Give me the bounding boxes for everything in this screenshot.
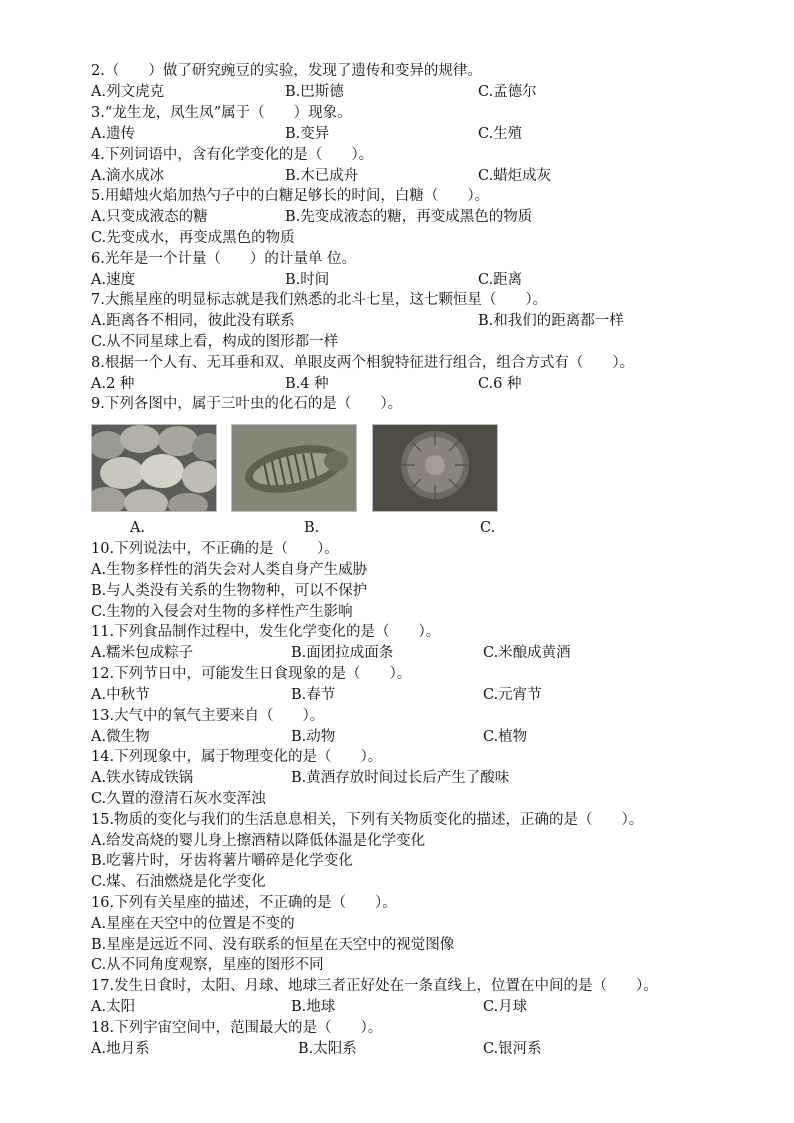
question-2-option-c: C.孟德尔 xyxy=(478,84,537,100)
question-2-stem: 2.（ ）做了研究豌豆的实验，发现了遗传和变异的规律。 xyxy=(91,63,482,79)
question-10-option-c: C.生物的入侵会对生物的多样性产生影响 xyxy=(91,604,353,620)
question-5-option-b: B.先变成液态的糖，再变成黑色的物质 xyxy=(285,209,533,225)
question-6-option-a: A.速度 xyxy=(91,272,136,288)
question-15-option-c: C.煤、石油燃烧是化学变化 xyxy=(91,874,266,890)
question-7-option-b: B.和我们的距离都一样 xyxy=(478,313,624,329)
question-4-option-b: B.木已成舟 xyxy=(285,168,359,184)
question-6-option-b: B.时间 xyxy=(285,272,330,288)
question-16-option-c: C.从不同角度观察，星座的图形不同 xyxy=(91,957,324,973)
question-14-option-c: C.久置的澄清石灰水变浑浊 xyxy=(91,791,266,807)
question-11-option-c: C.米酿成黄酒 xyxy=(483,645,571,661)
question-7-option-a: A.距离各不相同，彼此没有联系 xyxy=(91,313,295,329)
question-5-stem: 5.用蜡烛火焰加热勺子中的白糖足够长的时间，白糖（ ）。 xyxy=(91,188,490,204)
question-11-option-b: B.面团拉成面条 xyxy=(291,645,394,661)
question-17-option-a: A.太阳 xyxy=(91,999,136,1015)
question-16-option-b: B.星座是远近不同、没有联系的恒星在天空中的视觉图像 xyxy=(91,937,455,953)
question-15-stem: 15.物质的变化与我们的生活息息相关，下列有关物质变化的描述，正确的是（ ）。 xyxy=(91,812,644,828)
question-11-option-a: A.糯米包成粽子 xyxy=(91,645,194,661)
question-14-option-b: B.黄酒存放时间过长后产生了酸味 xyxy=(291,770,510,786)
question-12-option-c: C.元宵节 xyxy=(483,687,542,703)
question-12-option-a: A.中秋节 xyxy=(91,687,150,703)
trilobite-fossil-photo xyxy=(231,424,357,512)
question-14-option-a: A.铁水铸成铁锅 xyxy=(91,770,194,786)
question-17-stem: 17.发生日食时，太阳、月球、地球三者正好处在一条直线上，位置在中间的是（ ）。 xyxy=(91,978,658,994)
question-3-stem: 3.“龙生龙，凤生凤”属于（ ）现象。 xyxy=(91,105,352,121)
question-5-option-c: C.先变成水，再变成黑色的物质 xyxy=(91,230,295,246)
image-caption-c: C. xyxy=(480,520,496,536)
question-9-stem: 9.下列各图中，属于三叶虫的化石的是（ ）。 xyxy=(91,396,403,412)
question-8-option-a: A.2 种 xyxy=(91,376,135,392)
question-17-option-c: C.月球 xyxy=(483,999,528,1015)
question-12-stem: 12.下列节日中，可能发生日食现象的是（ ）。 xyxy=(91,666,412,682)
question-8-stem: 8.根据一个人有、无耳垂和双、单眼皮两个相貌特征进行组合，组合方式有（ ）。 xyxy=(91,355,635,371)
question-5-option-a: A.只变成液态的糖 xyxy=(91,209,208,225)
question-18-option-b: B.太阳系 xyxy=(298,1041,357,1057)
question-3-option-c: C.生殖 xyxy=(478,126,523,142)
question-16-option-a: A.星座在天空中的位置是不变的 xyxy=(91,916,295,932)
image-caption-a: A. xyxy=(130,520,146,536)
question-2-option-a: A.列文虎克 xyxy=(91,84,165,100)
question-6-stem: 6.光年是一个计量（ ）的计量单 位。 xyxy=(91,251,356,267)
question-7-stem: 7.大熊星座的明显标志就是我们熟悉的北斗七星，这七颗恒星（ ）。 xyxy=(91,292,548,308)
question-13-option-c: C.植物 xyxy=(483,729,528,745)
question-13-stem: 13.大气中的氧气主要来自（ ）。 xyxy=(91,708,325,724)
question-2-option-b: B.巴斯德 xyxy=(285,84,344,100)
question-8-option-b: B.4 种 xyxy=(285,376,329,392)
question-15-option-b: B.吃薯片时，牙齿将薯片嚼碎是化学变化 xyxy=(91,853,353,869)
question-10-stem: 10.下列说法中，不正确的是（ ）。 xyxy=(91,541,339,557)
question-8-option-c: C.6 种 xyxy=(478,376,522,392)
question-4-option-a: A.滴水成冰 xyxy=(91,168,165,184)
ammonite-fossil-photo xyxy=(372,424,498,512)
pebbles-photo xyxy=(91,424,217,512)
question-6-option-c: C.距离 xyxy=(478,272,523,288)
question-13-option-b: B.动物 xyxy=(291,729,336,745)
question-15-option-a: A.给发高烧的婴儿身上擦酒精以降低体温是化学变化 xyxy=(91,833,426,849)
question-10-option-b: B.与人类没有关系的生物物种，可以不保护 xyxy=(91,583,368,599)
question-7-option-c: C.从不同星球上看，构成的图形都一样 xyxy=(91,334,339,350)
question-11-stem: 11.下列食品制作过程中，发生化学变化的是（ ）。 xyxy=(91,624,441,640)
question-4-stem: 4.下列词语中，含有化学变化的是（ ）。 xyxy=(91,147,374,163)
question-18-option-a: A.地月系 xyxy=(91,1041,150,1057)
question-18-stem: 18.下列宇宙空间中，范围最大的是（ ）。 xyxy=(91,1020,383,1036)
question-14-stem: 14.下列现象中，属于物理变化的是（ ）。 xyxy=(91,749,383,765)
question-4-option-c: C.蜡炬成灰 xyxy=(478,168,552,184)
question-3-option-a: A.遗传 xyxy=(91,126,136,142)
question-16-stem: 16.下列有关星座的描述，不正确的是（ ）。 xyxy=(91,895,397,911)
question-13-option-a: A.微生物 xyxy=(91,729,150,745)
question-3-option-b: B.变异 xyxy=(285,126,330,142)
question-12-option-b: B.春节 xyxy=(291,687,336,703)
question-10-option-a: A.生物多样性的消失会对人类自身产生威胁 xyxy=(91,562,368,578)
question-18-option-c: C.银河系 xyxy=(483,1041,542,1057)
image-caption-b: B. xyxy=(304,520,320,536)
question-17-option-b: B.地球 xyxy=(291,999,336,1015)
